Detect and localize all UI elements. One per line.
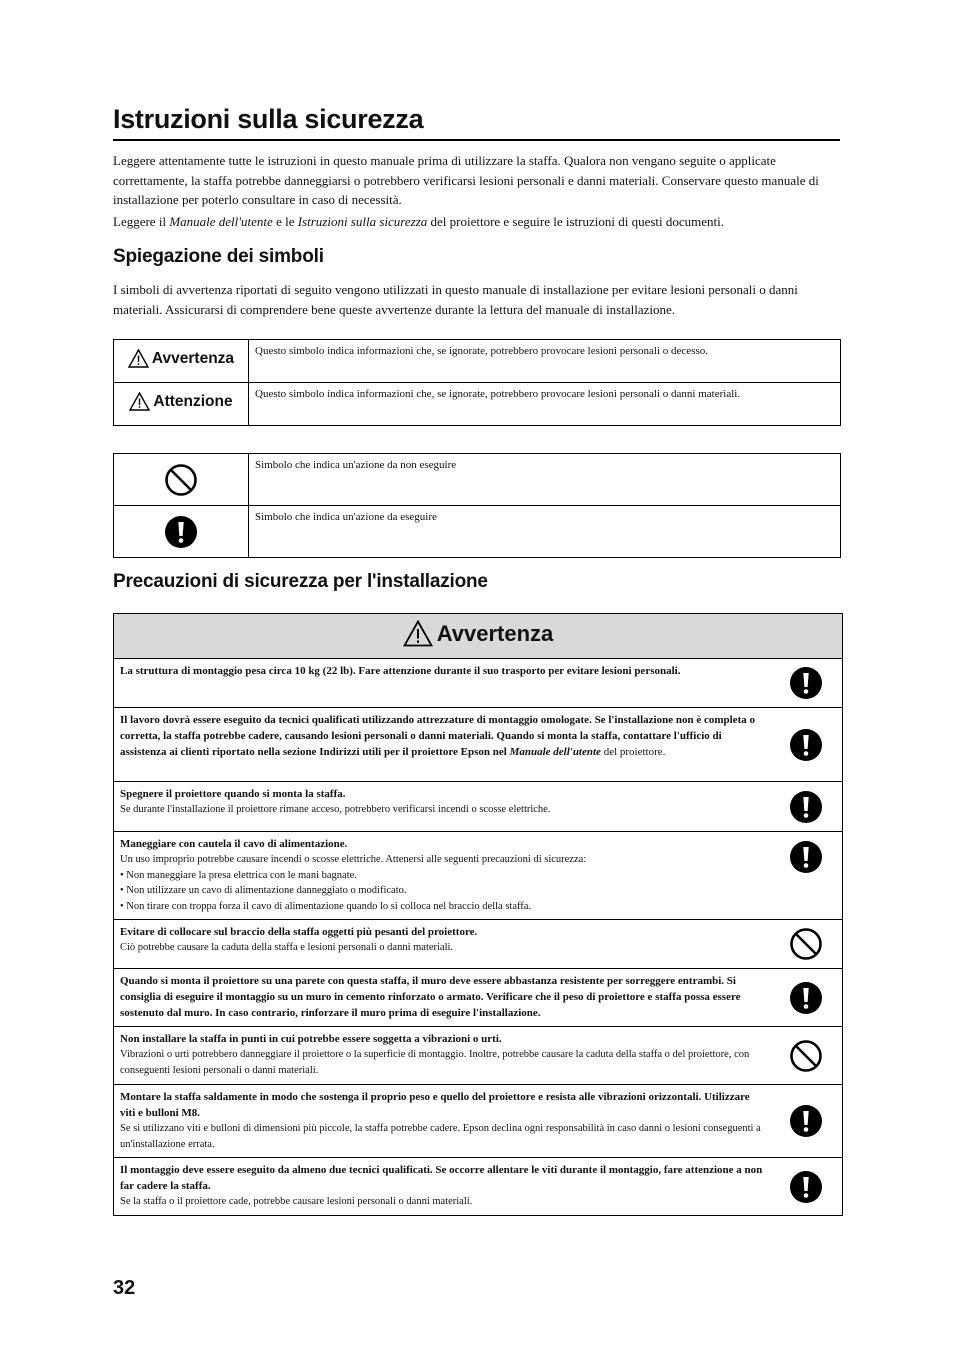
mandatory-description: Simbolo che indica un'azione da eseguire: [249, 506, 841, 558]
user-manual-ref: Manuale dell'utente: [169, 214, 273, 229]
table-row: Evitare di collocare sul braccio della staffa oggetti più pesanti del proiettore. Ciò potrebbe causare la caduta della staffa e lesioni personali o danni materiali.: [114, 920, 843, 969]
mandatory-icon: [789, 1170, 823, 1204]
warning-triangle-icon: [403, 620, 433, 647]
symbol-meanings-table: [113, 453, 841, 558]
mandatory-icon: [789, 790, 823, 824]
mandatory-icon: [789, 840, 823, 874]
warning-triangle-icon: [128, 349, 149, 368]
list-item: • Non tirare con troppa forza il cavo di alimentazione quando lo si colloca nel braccio della staffa.: [120, 900, 532, 912]
table-row: Spegnere il proiettore quando si monta la staffa. Se durante l'installazione il proiettore rimane acceso, potrebbero verificarsi incendi o scosse elettriche.: [114, 782, 843, 832]
symbols-heading: Spiegazione dei simboli: [113, 246, 324, 267]
warning-label: Avvertenza: [128, 349, 234, 368]
table-row: Quando si monta il proiettore su una parete con questa staffa, il muro deve essere abbastanza resistente per sorreggere entrambi. Si consiglia di eseguire il montaggio su un muro in cemento rinforzato o armato. Verificare che il peso di proiettore e staffa possa essere sostenuto dal muro. In caso contrario, rinforzare il muro prima di eseguire l'installazione.: [114, 969, 843, 1027]
mandatory-icon: [789, 1104, 823, 1138]
precautions-heading: Precauzioni di sicurezza per l'installazione: [113, 571, 488, 592]
caution-description: Questo simbolo indica informazioni che, se ignorate, potrebbero provocare lesioni personali o danni materiali.: [249, 383, 841, 426]
table-row: Montare la staffa saldamente in modo che sostenga il proprio peso e quello del proiettore e resista alle vibrazioni orizzontali. Utilizzare viti e bulloni M8. Se si utilizzano viti e bulloni di dimensioni più piccole, la staffa potrebbe cadere. Epson declina ogni responsabilità in caso danni o lesioni conseguenti a un'installazione errata.: [114, 1085, 843, 1158]
intro-paragraph-2: Leggere il Manuale dell'utente e le Istruzioni sulla sicurezza del proiettore e seguire le istruzioni di questi documenti.: [113, 214, 725, 229]
prohibited-icon: [789, 1039, 823, 1073]
symbols-paragraph: I simboli di avvertenza riportati di seguito vengono utilizzati in questo manuale di installazione per evitare lesioni personali o danni materiali. Assicurarsi di comprendere bene queste avvertenze durante la lettura del manuale di installazione.: [113, 282, 798, 317]
table-row: Il montaggio deve essere eseguito da almeno due tecnici qualificati. Se occorre allentare le viti durante il montaggio, fare attenzione a non far cadere la staffa. Se la staffa o il proiettore cade, potrebbe causare lesioni personali o danni materiali.: [114, 1158, 843, 1216]
table-row: Maneggiare con cautela il cavo di alimentazione. Un uso improprio potrebbe causare incendi o scosse elettriche. Attenersi alle seguenti precauzioni di sicurezza: • Non maneggiare la presa elettrica con le mani bagnate. • Non utilizzare un cavo di alimentazione danneggiato o modificato. • Non tirare con troppa forza il cavo di alimentazione quando lo si colloca nel braccio della staffa.: [114, 832, 843, 920]
mandatory-icon: [164, 515, 198, 549]
warning-labels-table: [113, 339, 841, 426]
safety-instructions-ref: Istruzioni sulla sicurezza: [297, 214, 428, 229]
list-item: • Non utilizzare un cavo di alimentazione danneggiato o modificato.: [120, 885, 407, 896]
warning-triangle-icon: [129, 392, 150, 411]
prohibited-icon: [164, 463, 198, 497]
warning-description: Questo simbolo indica informazioni che, se ignorate, potrebbero provocare lesioni personali o decesso.: [249, 340, 841, 383]
table-header-warning: Avvertenza: [403, 620, 554, 647]
intro-paragraph: Leggere attentamente tutte le istruzioni in questo manuale prima di utilizzare la staffa. Qualora non vengano seguite o applicate correttamente, la staffa potrebbe danneggiarsi o potrebbero verificarsi lesioni personali e danni materiali. Conservare questo manuale di installazione per poterlo consultare in caso di necessità.: [113, 153, 819, 207]
list-item: • Non maneggiare la presa elettrica con le mani bagnate.: [120, 869, 357, 881]
page-number: 32: [113, 1277, 136, 1299]
page-title: Istruzioni sulla sicurezza: [113, 104, 840, 141]
precautions-table: [113, 613, 843, 1216]
caution-label: Attenzione: [129, 392, 232, 411]
table-row: Il lavoro dovrà essere eseguito da tecnici qualificati utilizzando attrezzature di montaggio omologate. Se l'installazione non è completa o corretta, la staffa potrebbe cadere, causando lesioni personali o danni materiali. Quando si monta la staffa, contattare l'ufficio di assistenza ai clienti riportato nella sezione Indirizzi utili per il proiettore Epson nel Manuale dell'utente del proiettore.: [114, 708, 843, 782]
table-row: Non installare la staffa in punti in cui potrebbe essere soggetta a vibrazioni o urti. Vibrazioni o urti potrebbero danneggiare il proiettore o la superficie di montaggio. Inoltre, potrebbe causare la caduta della staffa o del proiettore, con conseguenti lesioni personali o danni materiali.: [114, 1027, 843, 1085]
mandatory-icon: [789, 728, 823, 762]
table-row: La struttura di montaggio pesa circa 10 kg (22 lb). Fare attenzione durante il suo trasporto per evitare lesioni personali.: [114, 659, 843, 708]
mandatory-icon: [789, 666, 823, 700]
prohibited-icon: [789, 927, 823, 961]
prohibited-description: Simbolo che indica un'azione da non eseguire: [249, 454, 841, 506]
mandatory-icon: [789, 981, 823, 1015]
